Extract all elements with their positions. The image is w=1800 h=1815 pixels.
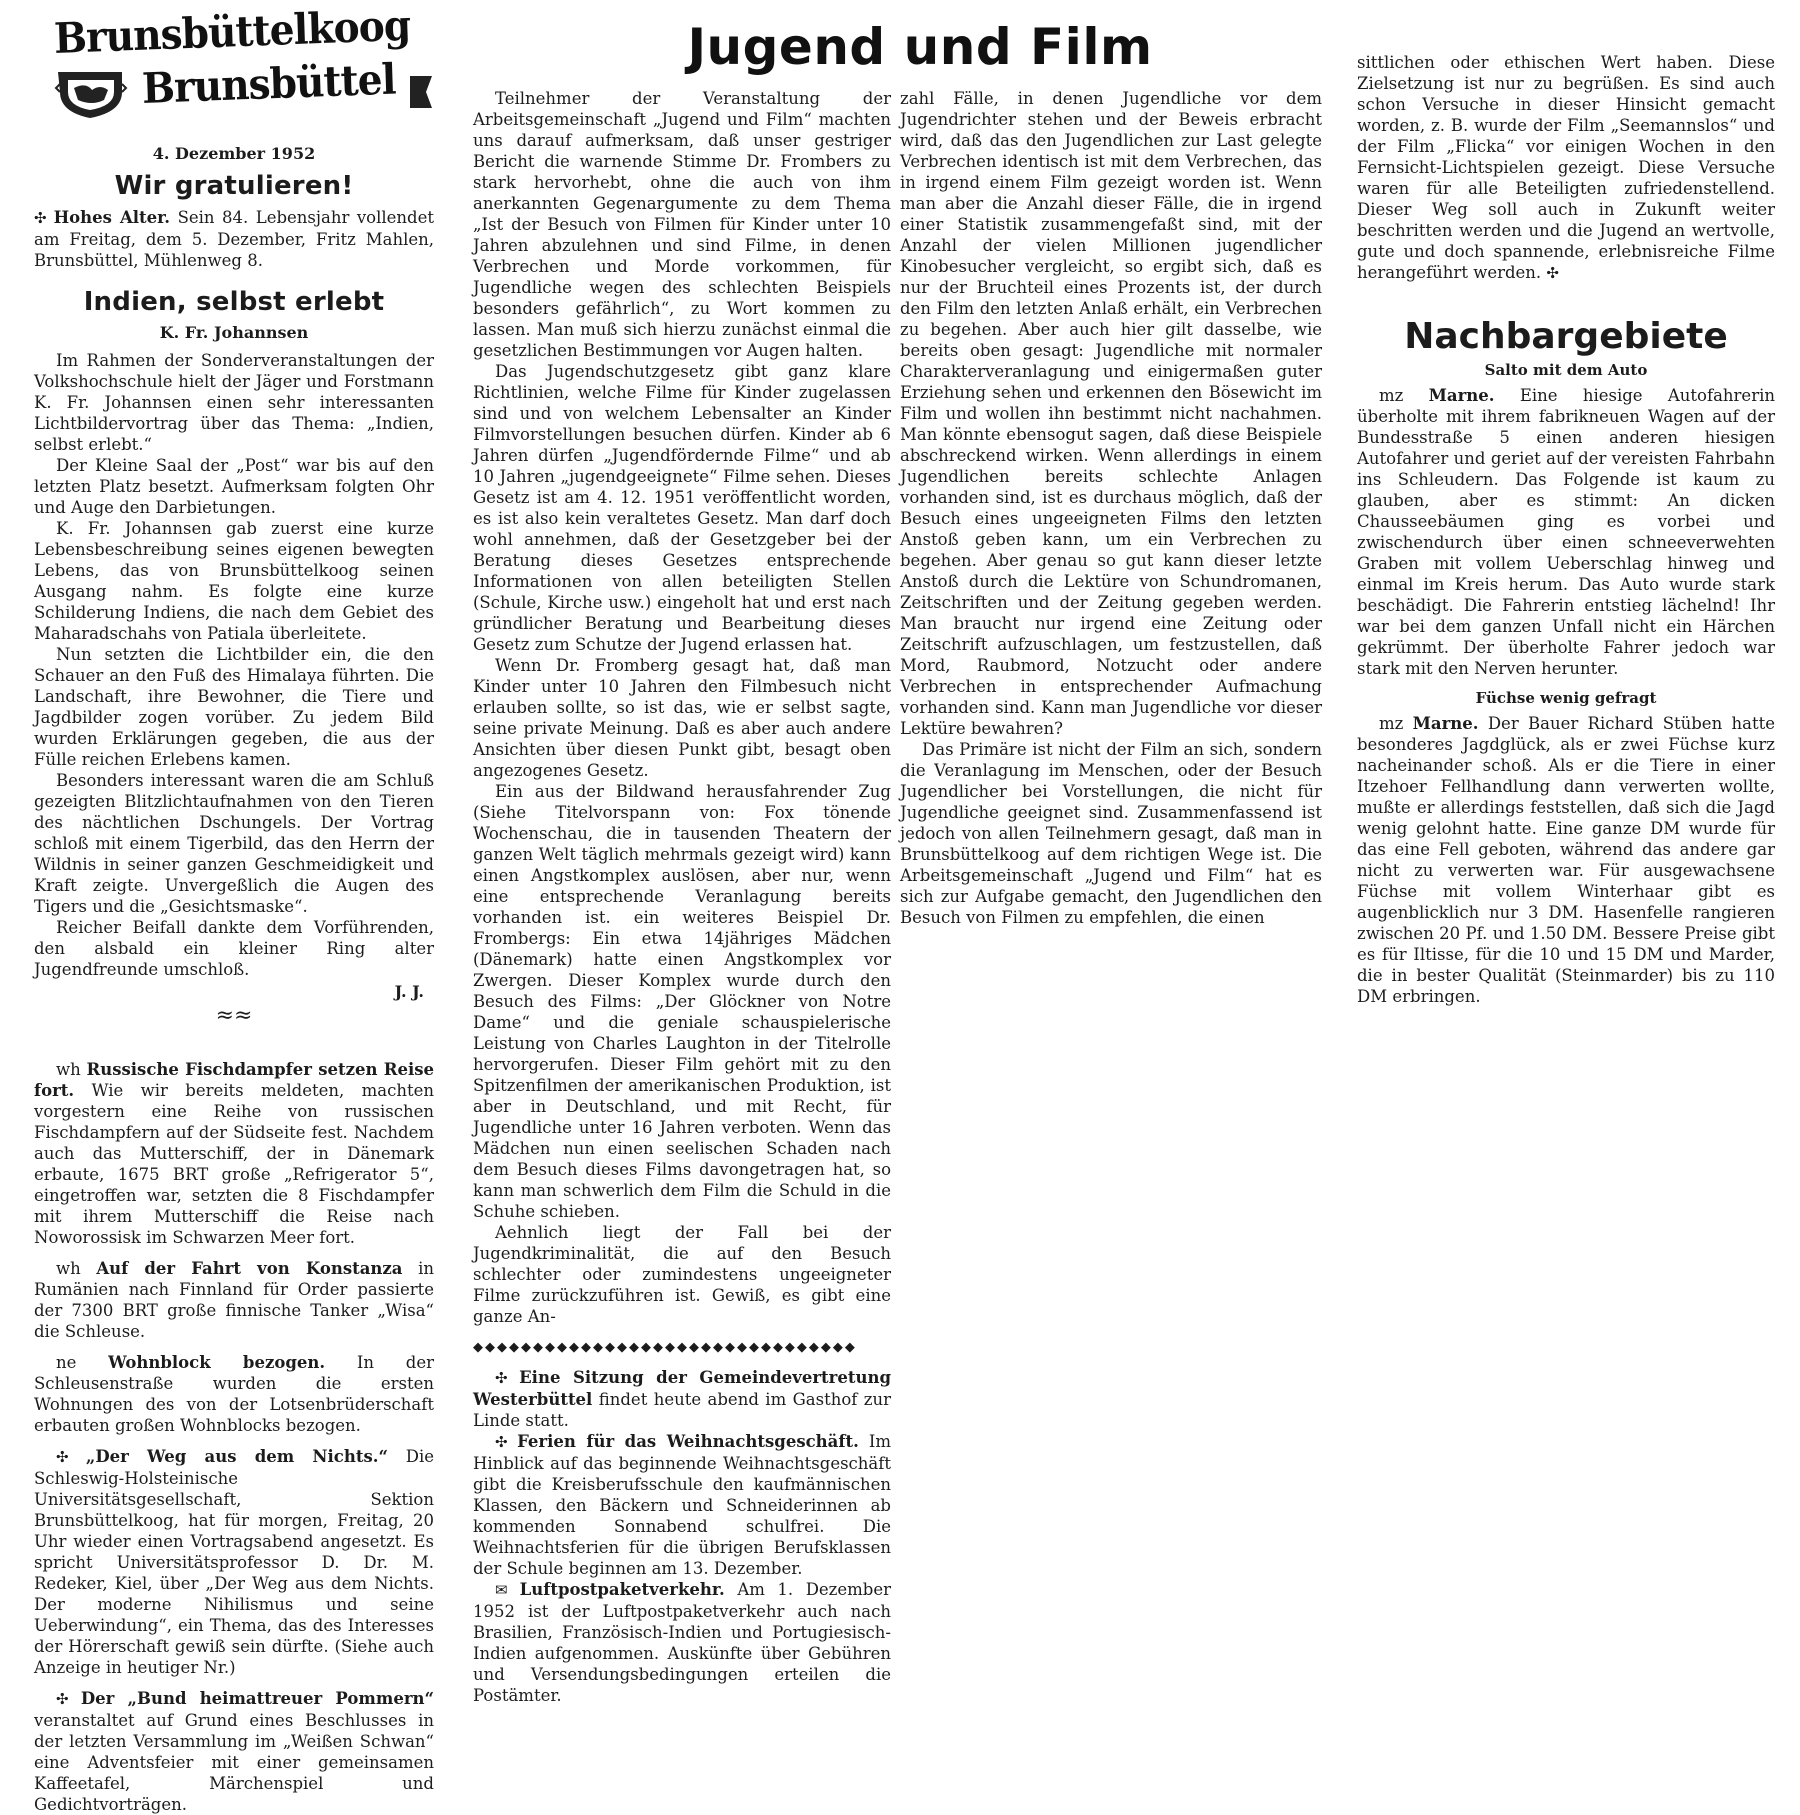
coat-of-arms-icon bbox=[56, 66, 126, 120]
star-bullet-icon: ✣ bbox=[1546, 264, 1559, 282]
byline-author: K. Fr. Johannsen bbox=[159, 323, 309, 342]
konstanza-item: wh Auf der Fahrt von Konstanza in Rumänien nach Finnland für Order passierte der 7300 BRT große finnische Tanker „Wisa“ die Schleuse. bbox=[34, 1259, 435, 1341]
star-bullet-icon: ✣ bbox=[56, 1690, 81, 1708]
masthead bbox=[53, 0, 434, 130]
column-nachbargebiete bbox=[1357, 52, 1775, 1007]
jugend-p5a: Aehnlich liegt der Fall bei der Jugendkriminalität, die auf den Besuch schlechter oder zumindestens ungeeigneter Filme zurückzuführen ist. Gewiß, es gibt eine ganze An- bbox=[473, 1223, 891, 1326]
pommern-item: ✣ Der „Bund heimattreuer Pommern“ veranstaltet auf Grund eines Beschlusses in der letzten Versammlung im „Weißen Schwan“ eine Adventsfeier mit einer gemeinsamen Kaffeetafel, Märchenspiel und Gedichtvorträgen. bbox=[34, 1689, 434, 1814]
indien-p3: K. Fr. Johannsen gab zuerst eine kurze Lebensbeschreibung seines eigenen bewegten Lebens, das von Brunsbüttelkoog seinen Ausgang nahm. Es folgte eine kurze Schilderung Indiens, die nach dem Gebiet des Maharadschahs von Patiala überleitete. bbox=[34, 519, 434, 643]
nichts-item: ✣ „Der Weg aus dem Nichts.“ Die Schleswig-Holsteinische Universitätsgesellschaft, Sektion Brunsbüttelkoog, hat für morgen, Freitag, 20 Uhr wieder einen Vortragsabend angesetzt. Es spricht Universitätsprofessor D. Dr. M. Redeker, Kiel, über „Der Weg aus dem Nichts. Der moderne Nihilismus und seine Ueberwindung“, ein Thema, das des Interesses der Hörerschaft gewiß sein dürfte. (Siehe auch Anzeige in heutiger Nr.) bbox=[34, 1447, 434, 1677]
subhead-salto: Salto mit dem Auto bbox=[1484, 361, 1648, 379]
star-bullet-icon: ✣ bbox=[495, 1433, 518, 1451]
headline-indien: Indien, selbst erlebt bbox=[83, 287, 385, 317]
jugend-p2: Das Jugendschutzgesetz gibt ganz klare Richtlinien, welche Filme für Kinder zugelassen sind und von welchem Lebensalter an Kinder Filmvorstellungen besuchen dürfen. Kinder ab 6 Jahren dürfen „Jugendfördernde Filme“ und ab 10 Jahren „jugendgeeignete“ Filme sehen. Dieses Gesetz ist am 4. 12. 1951 veröffentlicht worden, es ist also kein veraltetes Gesetz. Man darf doch wohl annehmen, daß der Gesetzgeber bei der Beratung dieses Gesetzes entsprechende Informationen von allen beteiligten Stellen (Schule, Kirche usw.) eingeholt hat und erst nach gründlicher Beratung und Bearbeitung dieses Gesetz zum Schutze der Jugend erlassen hat. bbox=[473, 362, 891, 654]
jugend-p4: Ein aus der Bildwand herausfahrender Zug (Siehe Titelvorspann von: Fox tönende Wochenschau, die in tausenden Theatern der ganzen Welt täglich mehrmals gezeigt wird) kann einen Angstkomplex auslösen, aber nur, wenn eine entsprechende Veranlagung bereits vorhanden ist. ein weiteres Beispiel Dr. Frombergs: Ein etwa 14jähriges Mädchen (Dänemark) hatte einen Angstkomplex vor Zwergen. Dieser Komplex wurde durch den Besuch des Films: „Der Glöckner von Notre Dame“ und die geniale schauspielerische Leistung von Charles Laughton in der Titelrolle hervorgerufen. Dieser Film gehört mit zu den Spitzenfilmen der amerikanischen Produktion, ist aber in Deutschland, und mit Recht, für Jugendliche unter 16 Jahren verboten. Wenn das Mädchen nun einen seelischen Schaden nach dem Besuch dieses Films davongetragen hat, so kann man schwerlich dem Film die Schuld in die Schuhe schieben. bbox=[473, 782, 891, 1221]
jugend-p3: Wenn Dr. Fromberg gesagt hat, daß man Kinder unter 10 Jahren den Filmbesuch nicht erlauben sollte, so ist das, wie er selbst sagte, seine private Meinung. Daß es aber auch andere Ansichten über diesen Punkt gibt, besagt oben angezogenes Gesetz. bbox=[473, 656, 891, 780]
indien-p2: Der Kleine Saal der „Post“ war bis auf den letzten Platz besetzt. Aufmerksam folgten Ohr und Auge den Darbietungen. bbox=[34, 456, 434, 517]
star-bullet-icon: ✣ bbox=[56, 1448, 86, 1466]
jugend-p6b: sittlichen oder ethischen Wert haben. Diese Zielsetzung ist nur zu begrüßen. Es sind auch schon Versuche in dieser Hinsicht gemacht worden, z. B. wurde der Film „Seemannslos“ und der Film „Flicka“ vor einigen Wochen in den Fernsicht-Lichtspielen gezeigt. Diese Versuche waren für alle Beteiligten zufriedenstellend. Dieser Weg soll auch in Zukunft weiter beschritten werden und die Jugend an wertvolle, gute und doch spannende, erlebnisreiche Filme herangeführt werden. ✣ bbox=[1357, 53, 1775, 282]
fuechse-item: mz Marne. Der Bauer Richard Stüben hatte besonderes Jagdglück, als er zwei Füchse kurz nacheinander schoß. Als er die Tiere in einer Itzehoer Fellhandlung dann verwerten wollte, mußte er allerdings feststellen, daß sich die Jagd wenig gelohnt hatte. Eine ganze DM wurde für das eine Fell geboten, während das andere gar nicht zu verwerten war. Für ausgewachsene Füchse mit vollem Winterhaar gibt es augenblicklich nur 3 DM. Hasenfelle rangieren zwischen 20 Pf. und 1.50 DM. Bessere Preise gibt es für Iltisse, für die 10 und 15 DM und Marder, die in bester Qualität (Steinmarder) bis zu 110 DM erbringen. bbox=[1357, 714, 1775, 1006]
indien-p5: Besonders interessant waren die am Schluß gezeigten Blitzlichtaufnahmen von den Tieren des nächtlichen Dschungels. Der Vortrag schloß mit einem Tigerbild, das den Herrn der Wildnis in seiner ganzen Geschmeidigkeit und Kraft zeigte. Unvergeßlich die Augen des Tigers und die „Gesichtsmaske“. bbox=[34, 771, 434, 916]
jugend-p1: Teilnehmer der Veranstaltung der Arbeitsgemeinschaft „Jugend und Film“ machten uns darauf aufmerksam, daß unser gestriger Bericht die warnende Stimme Dr. Frombers zu stark hervorhebt, ohne die auch von ihm anerkannten Gegenargumente zu dem Thema „Ist der Besuch von Filmen für Kinder unter 10 Jahren abzulehnen und sind Filme, in denen Verbrechen und Morde vorkommen, für Jugendliche wegen des schlechten Beispiels besonders gefährlich“, zu Wort kommen zu lassen. Man muß sich hierzu zunächst einmal die gesetzlichen Bestimmungen vor Augen halten. bbox=[473, 89, 891, 360]
column-local-news bbox=[34, 0, 435, 1815]
ornament-divider: ◆◆◆◆◆◆◆◆◆◆◆◆◆◆◆◆◆◆◆◆◆◆◆◆◆◆◆◆◆◆◆◆ bbox=[473, 1340, 857, 1355]
star-bullet-icon: ✣ bbox=[34, 209, 54, 227]
ferien-item: ✣ Ferien für das Weihnachtsgeschäft. Im Hinblick auf das beginnende Weihnachtsgeschäft gibt die Kreisberufsschule den kaufmännischen Klassen, den Bäckern und Schneiderinnen ab kommenden Sonnabend schulfrei. Die Weihnachtsferien für die übrigen Berufsklassen der Schule beginnen am 13. Dezember. bbox=[473, 1432, 891, 1578]
star-bullet-icon: ✣ bbox=[495, 1369, 520, 1387]
luftpost-item: ✉ Luftpostpaketverkehr. Am 1. Dezember 1952 ist der Luftpostpaketverkehr auch nach Brasilien, Französisch-Indien und Portugiesisch-Indien aufgenommen. Auskünfte über Gebühren und Versendungsbedingungen erteilen die Postämter. bbox=[473, 1580, 892, 1705]
wohnblock-item: ne Wohnblock bezogen. In der Schleusenstraße wurden die ersten Wohnungen des von der Lotsenbrüderschaft erbauten großen Wohnblocks bezogen. bbox=[34, 1353, 434, 1435]
jugend-p6a: Das Primäre ist nicht der Film an sich, sondern die Veranlagung im Menschen, oder der Besuch Jugendlicher bei Vorstellungen, die nicht für Jugendliche geeignet sind. Zusammenfassend ist jedoch von allen Teilnehmern gesagt, daß man in Brunsbüttelkoog auf dem richtigen Wege ist. Die Arbeitsgemeinschaft „Jugend und Film“ hat es sich zur Aufgabe gemacht, den Jugendlichen den Besuch von Filmen zu empfehlen, die einen bbox=[900, 740, 1322, 927]
jugend-p5b: zahl Fälle, in denen Jugendliche vor dem Jugendrichter stehen und der Beweis erbracht wird, daß das den Jugendlichen zur Last gelegte Verbrechen identisch ist mit dem Verbrechen, das in irgend einem Film gezeigt worden ist. Wenn man aber die Anzahl dieser Fälle, die in irgend einer Statistik zusammengefaßt sind, mit der Anzahl der vielen Millionen jugendlicher Kinobesucher vergleicht, so ergibt sich, daß es nur der Bruchteil eines Prozents ist, der durch den Film den letzten Anlaß erhält, ein Verbrechen zu begehen. Aber auch hier gilt dasselbe, wie bereits oben gesagt: Jugendliche mit normaler Charakterveranlagung und einigermaßen guter Erziehung sehen und erkennen den Bösewicht im Film und wollen ihn bestimmt nicht nachahmen. Man könnte ebensogut sagen, daß diese Beispiele abschreckend wirken. Wenn allerdings in einem Jugendlichen bereits schlechte Anlagen vorhanden sind, ist es durchaus möglich, daß der Besuch eines ungeeigneten Films den letzten Anstoß geben kann, um ein Verbrechen zu begehen. Aber genau so gut kann dieser letzte Anstoß durch die Lektüre von Schundromanen, Zeitschriften und der Zeitung gegeben werden. Man braucht nur irgend eine Zeitung oder Zeitschrift aufzuschlagen, um festzustellen, daß Mord, Raubmord, Notzucht oder andere Verbrechen in entsprechender Aufmachung vorhanden sind. Kann man Jugendliche vor dieser Lektüre bewahren? bbox=[900, 89, 1322, 738]
salto-item: mz Marne. Eine hiesige Autofahrerin überholte mit ihrem fabrikneuen Wagen auf der Bundesstraße 5 einen anderen hiesigen Autofahrer und geriet auf der vereisten Fahrbahn ins Schleudern. Das Folgende ist kaum zu glauben, aber es stimmt: An dicken Chausseebäumen ging es vorbei und zwischendurch über einen schneeverwehten Graben mit vollem Ueberschlag hinweg und einmal im Kreis herum. Das Auto wurde stark beschädigt. Die Fahrerin entstieg lächelnd! Ihr war bei dem ganzen Unfall nicht ein Härchen gekrümmt. Der überholte Fahrer jedoch war stark mit den Nerven herunter. bbox=[1357, 386, 1775, 678]
flag-bullet-icon: ✉ bbox=[495, 1581, 520, 1599]
indien-p4: Nun setzten die Lichtbilder ein, die den Schauer an den Fuß des Himalaya führten. Die Landschaft, ihre Bewohner, die Tiere und Jagdbilder zogen vorüber. Zu jedem Bild wurden Erklärungen gegeben, die aus der Fülle reichen Erlebens kamen. bbox=[34, 645, 434, 769]
column-jugend-film-2 bbox=[900, 88, 1322, 928]
wave-divider-icon: ≈≈ bbox=[215, 1003, 253, 1028]
masthead-line1: Brunsbüttelkoog bbox=[53, 0, 411, 63]
indien-p1: Im Rahmen der Sonderveranstaltungen der Volkshochschule hielt der Jäger und Forstmann K. Fr. Johannsen einen sehr interessanten Lichtbildervortrag über das Thema: „Indien, selbst erlebt.“ bbox=[34, 351, 434, 454]
fischdampfer-item: wh Russische Fischdampfer setzen Reise fort. Wie wir bereits meldeten, machten vorgestern eine Reihe von russischen Fischdampfern auf der Südseite fest. Nachdem auch das Mutterschiff, der in Dänemark erbaute, 1675 BRT große „Refrigerator 5“, eingetroffen war, setzten die 8 Fischdampfer mit ihrem Mutterschiff die Reise nach Noworossisk im Schwarzen Meer fort. bbox=[34, 1060, 434, 1247]
dateline: 4. Dezember 1952 bbox=[152, 144, 316, 163]
headline-nachbargebiete: Nachbargebiete bbox=[1404, 316, 1728, 357]
indien-p6: Reicher Beifall dankte dem Vorführenden, den alsbald ein kleiner Ring alter Jugendfreunde umschloß. bbox=[34, 918, 434, 979]
column-jugend-film-1 bbox=[473, 88, 891, 1706]
signature: J. J. bbox=[394, 982, 424, 1001]
headline-gratulieren: Wir gratulieren! bbox=[114, 171, 354, 201]
sitzung-item: ✣ Eine Sitzung der Gemeindevertretung Westerbüttel findet heute abend im Gasthof zur Linde statt. bbox=[473, 1368, 891, 1430]
masthead-flourish-icon bbox=[408, 72, 434, 112]
subhead-fuechse: Füchse wenig gefragt bbox=[1475, 689, 1657, 707]
gratulieren-text: ✣ Hohes Alter. Sein 84. Lebensjahr vollendet am Freitag, dem 5. Dezember, Fritz Mahlen, Brunsbüttel, Mühlenweg 8. bbox=[34, 208, 434, 270]
main-headline: Jugend und Film bbox=[687, 18, 1153, 76]
masthead-line2: Brunsbüttel bbox=[141, 54, 397, 113]
